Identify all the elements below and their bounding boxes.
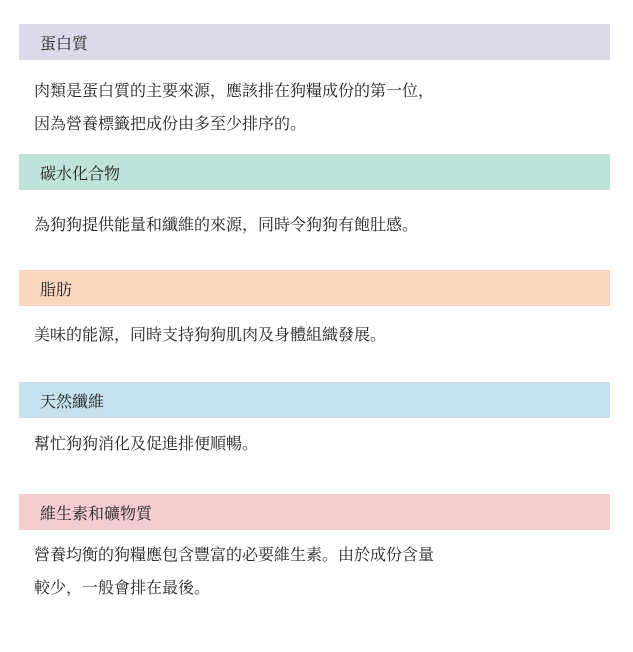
body-line: 美味的能源，同時支持狗狗肌肉及身體組織發展。 — [34, 325, 387, 344]
section-body-protein — [34, 74, 594, 140]
section-body-vitamins-minerals — [34, 538, 594, 604]
body-line: 為狗狗提供能量和纖維的來源，同時令狗狗有飽肚感。 — [34, 215, 419, 234]
section-heading-fat — [19, 270, 610, 306]
section-body-fiber — [34, 427, 594, 460]
body-line: 肉類是蛋白質的主要來源，應該排在狗糧成份的第一位， — [34, 81, 435, 100]
heading-text: 蛋白質 — [40, 33, 89, 53]
section-heading-protein — [19, 24, 610, 60]
heading-text: 維生素和礦物質 — [40, 503, 153, 523]
section-heading-vitamins-minerals — [19, 494, 610, 530]
body-line: 幫忙狗狗消化及促進排便順暢。 — [34, 434, 259, 453]
section-body-carbohydrate — [34, 208, 594, 241]
heading-text: 碳水化合物 — [40, 163, 121, 183]
section-heading-fiber — [19, 382, 610, 418]
body-line: 因為營養標籤把成份由多至少排序的。 — [34, 114, 307, 133]
heading-text: 天然纖維 — [40, 391, 105, 411]
section-body-fat — [34, 318, 594, 351]
heading-text: 脂肪 — [40, 279, 73, 299]
body-line: 較少，一般會排在最後。 — [34, 578, 211, 597]
body-line: 營養均衡的狗糧應包含豐富的必要維生素。由於成份含量 — [34, 545, 435, 564]
section-heading-carbohydrate — [19, 154, 610, 190]
